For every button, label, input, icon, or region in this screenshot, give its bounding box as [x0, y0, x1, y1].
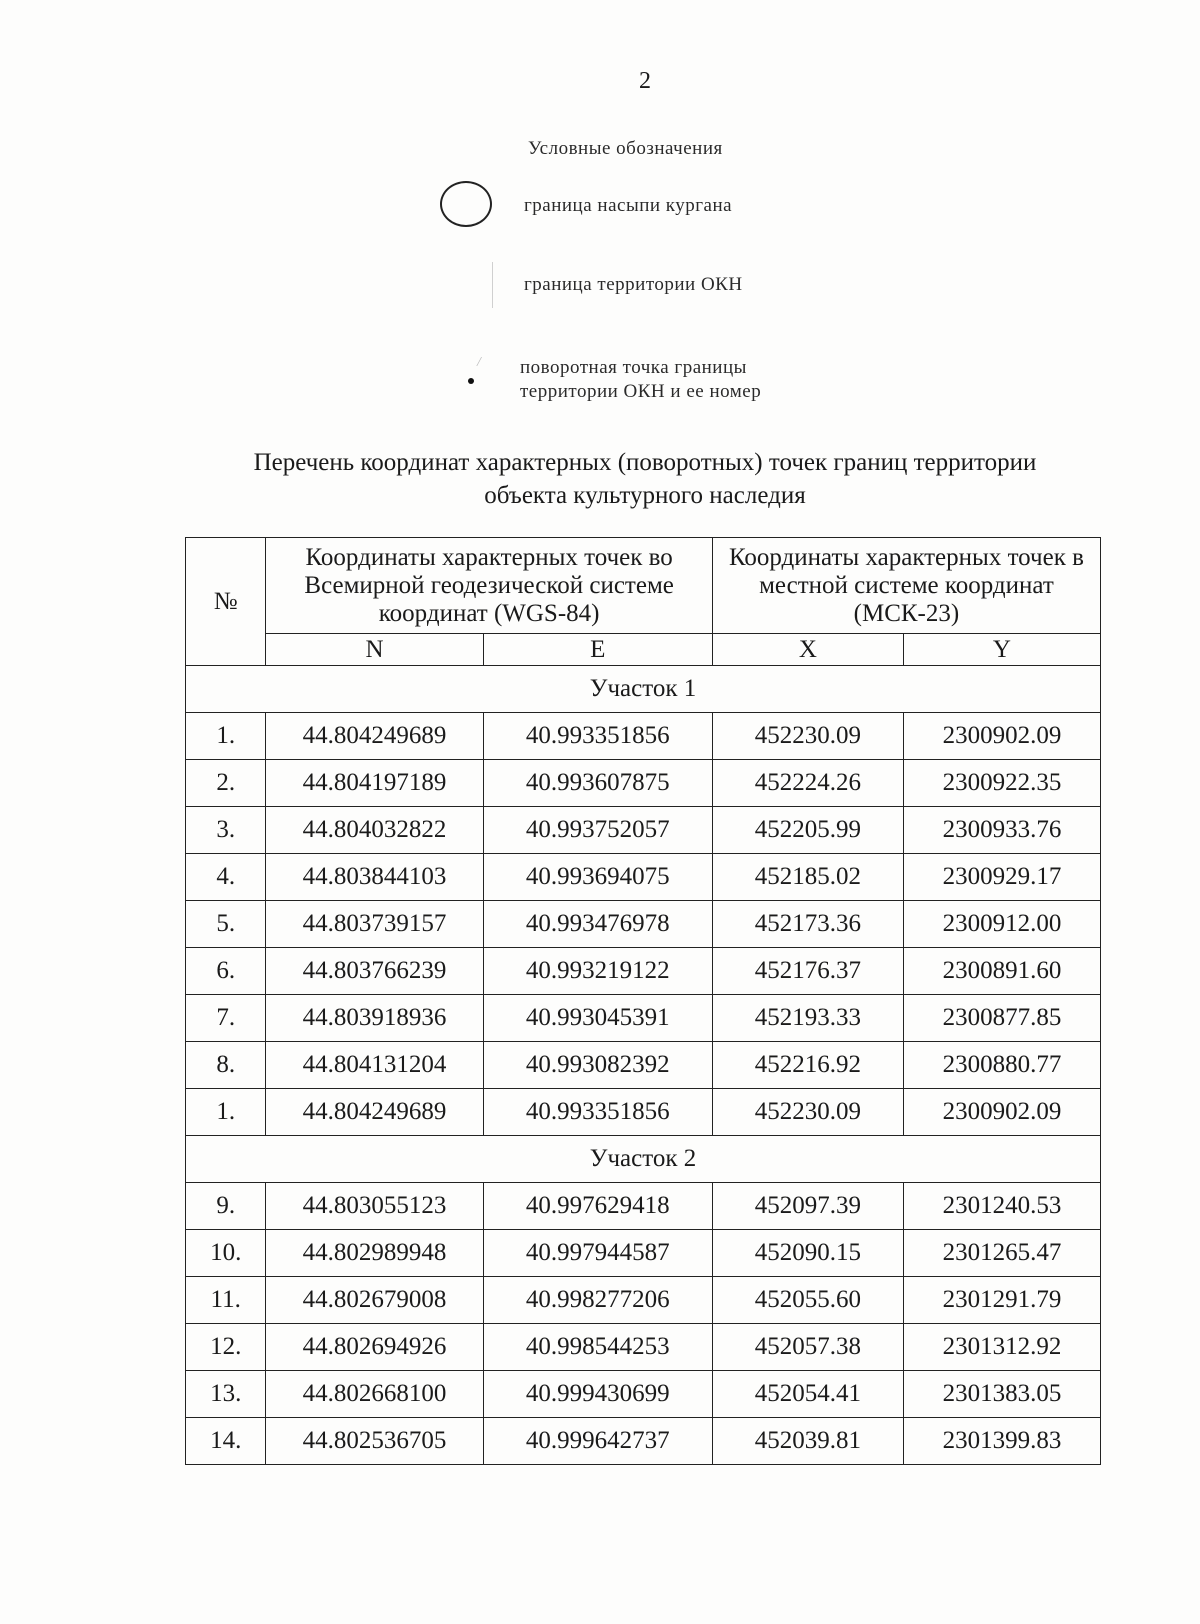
boundary-line-icon	[492, 262, 493, 308]
table-row	[186, 948, 1101, 995]
cell-n: 44.803918936	[266, 995, 483, 1042]
cell-n: 44.804131204	[266, 1042, 483, 1089]
turning-point-icon	[468, 378, 474, 384]
cell-num: 7.	[186, 995, 266, 1042]
cell-y: 2301399.83	[903, 1418, 1100, 1465]
cell-e: 40.993752057	[483, 807, 712, 854]
cell-n: 44.802679008	[266, 1277, 483, 1324]
cell-num: 1.	[186, 713, 266, 760]
cell-x: 452193.33	[712, 995, 903, 1042]
circle-outline-icon	[440, 181, 492, 227]
cell-x: 452230.09	[712, 1089, 903, 1136]
cell-n: 44.802989948	[266, 1230, 483, 1277]
legend-item-mound-boundary: граница насыпи кургана	[524, 195, 733, 216]
table-row	[186, 713, 1101, 760]
cell-y: 2301291.79	[903, 1277, 1100, 1324]
section-row	[186, 1136, 1101, 1183]
cell-y: 2301265.47	[903, 1230, 1100, 1277]
cell-e: 40.993351856	[483, 713, 712, 760]
cell-num: 9.	[186, 1183, 266, 1230]
table-row	[186, 854, 1101, 901]
cell-e: 40.999642737	[483, 1418, 712, 1465]
section-title: Участок 2	[186, 1136, 1101, 1183]
cell-y: 2300929.17	[903, 854, 1100, 901]
table-row	[186, 1042, 1101, 1089]
page-number: 2	[639, 68, 651, 94]
cell-num: 14.	[186, 1418, 266, 1465]
header-x: X	[712, 634, 903, 666]
cell-y: 2300902.09	[903, 1089, 1100, 1136]
section-row	[186, 666, 1101, 713]
cell-x: 452039.81	[712, 1418, 903, 1465]
cell-x: 452230.09	[712, 713, 903, 760]
cell-e: 40.997944587	[483, 1230, 712, 1277]
cell-e: 40.993219122	[483, 948, 712, 995]
table-row	[186, 1230, 1101, 1277]
cell-n: 44.803739157	[266, 901, 483, 948]
cell-e: 40.993694075	[483, 854, 712, 901]
cell-x: 452176.37	[712, 948, 903, 995]
table-row	[186, 1089, 1101, 1136]
cell-n: 44.804197189	[266, 760, 483, 807]
cell-n: 44.803766239	[266, 948, 483, 995]
cell-x: 452173.36	[712, 901, 903, 948]
cell-e: 40.993082392	[483, 1042, 712, 1089]
cell-num: 6.	[186, 948, 266, 995]
table-row	[186, 1324, 1101, 1371]
table-row	[186, 807, 1101, 854]
cell-n: 44.802694926	[266, 1324, 483, 1371]
cell-y: 2301312.92	[903, 1324, 1100, 1371]
cell-e: 40.997629418	[483, 1183, 712, 1230]
cell-n: 44.804032822	[266, 807, 483, 854]
legend-turning-point-line2: территории ОКН и ее номер	[520, 381, 762, 402]
cell-y: 2300877.85	[903, 995, 1100, 1042]
cell-e: 40.998544253	[483, 1324, 712, 1371]
cell-num: 4.	[186, 854, 266, 901]
cell-num: 3.	[186, 807, 266, 854]
list-title-line2: объекта культурного наследия	[484, 482, 806, 509]
legend-item-turning-point	[520, 356, 761, 404]
cell-x: 452216.92	[712, 1042, 903, 1089]
cell-x: 452090.15	[712, 1230, 903, 1277]
cell-e: 40.998277206	[483, 1277, 712, 1324]
cell-y: 2300880.77	[903, 1042, 1100, 1089]
legend-item-territory-boundary: граница территории ОКН	[524, 274, 743, 295]
cell-n: 44.804249689	[266, 713, 483, 760]
cell-num: 13.	[186, 1371, 266, 1418]
table-row	[186, 1418, 1101, 1465]
cell-y: 2300933.76	[903, 807, 1100, 854]
table-row	[186, 901, 1101, 948]
cell-e: 40.993351856	[483, 1089, 712, 1136]
list-title	[140, 446, 1150, 512]
cell-e: 40.993476978	[483, 901, 712, 948]
turning-point-number-mark: /	[477, 355, 481, 370]
cell-num: 12.	[186, 1324, 266, 1371]
table-row	[186, 995, 1101, 1042]
cell-x: 452185.02	[712, 854, 903, 901]
cell-x: 452205.99	[712, 807, 903, 854]
cell-e: 40.993045391	[483, 995, 712, 1042]
cell-n: 44.803844103	[266, 854, 483, 901]
cell-x: 452057.38	[712, 1324, 903, 1371]
cell-num: 8.	[186, 1042, 266, 1089]
table-row	[186, 1183, 1101, 1230]
cell-n: 44.804249689	[266, 1089, 483, 1136]
header-e: E	[483, 634, 712, 666]
cell-y: 2301240.53	[903, 1183, 1100, 1230]
cell-e: 40.999430699	[483, 1371, 712, 1418]
cell-num: 2.	[186, 760, 266, 807]
cell-y: 2300912.00	[903, 901, 1100, 948]
header-y: Y	[903, 634, 1100, 666]
cell-x: 452055.60	[712, 1277, 903, 1324]
header-msk: Координаты характерных точек в местной системе координат (МСК-23)	[712, 538, 1100, 634]
cell-y: 2300891.60	[903, 948, 1100, 995]
legend-turning-point-line1: поворотная точка границы	[520, 357, 747, 378]
cell-num: 10.	[186, 1230, 266, 1277]
cell-n: 44.803055123	[266, 1183, 483, 1230]
cell-n: 44.802536705	[266, 1418, 483, 1465]
cell-x: 452054.41	[712, 1371, 903, 1418]
cell-e: 40.993607875	[483, 760, 712, 807]
cell-n: 44.802668100	[266, 1371, 483, 1418]
legend-title: Условные обозначения	[528, 138, 723, 159]
table-row	[186, 1277, 1101, 1324]
header-num: №	[186, 538, 266, 666]
header-wgs: Координаты характерных точек во Всемирной геодезической системе координат (WGS-84)	[266, 538, 712, 634]
cell-y: 2301383.05	[903, 1371, 1100, 1418]
cell-num: 1.	[186, 1089, 266, 1136]
cell-x: 452224.26	[712, 760, 903, 807]
table-row	[186, 1371, 1101, 1418]
coordinates-table	[185, 537, 1101, 1465]
cell-num: 11.	[186, 1277, 266, 1324]
cell-x: 452097.39	[712, 1183, 903, 1230]
cell-y: 2300902.09	[903, 713, 1100, 760]
cell-num: 5.	[186, 901, 266, 948]
header-n: N	[266, 634, 483, 666]
table-body	[186, 666, 1101, 1465]
cell-y: 2300922.35	[903, 760, 1100, 807]
table-row	[186, 760, 1101, 807]
list-title-line1: Перечень координат характерных (поворотных) точек границ территории	[253, 449, 1037, 476]
section-title: Участок 1	[186, 666, 1101, 713]
